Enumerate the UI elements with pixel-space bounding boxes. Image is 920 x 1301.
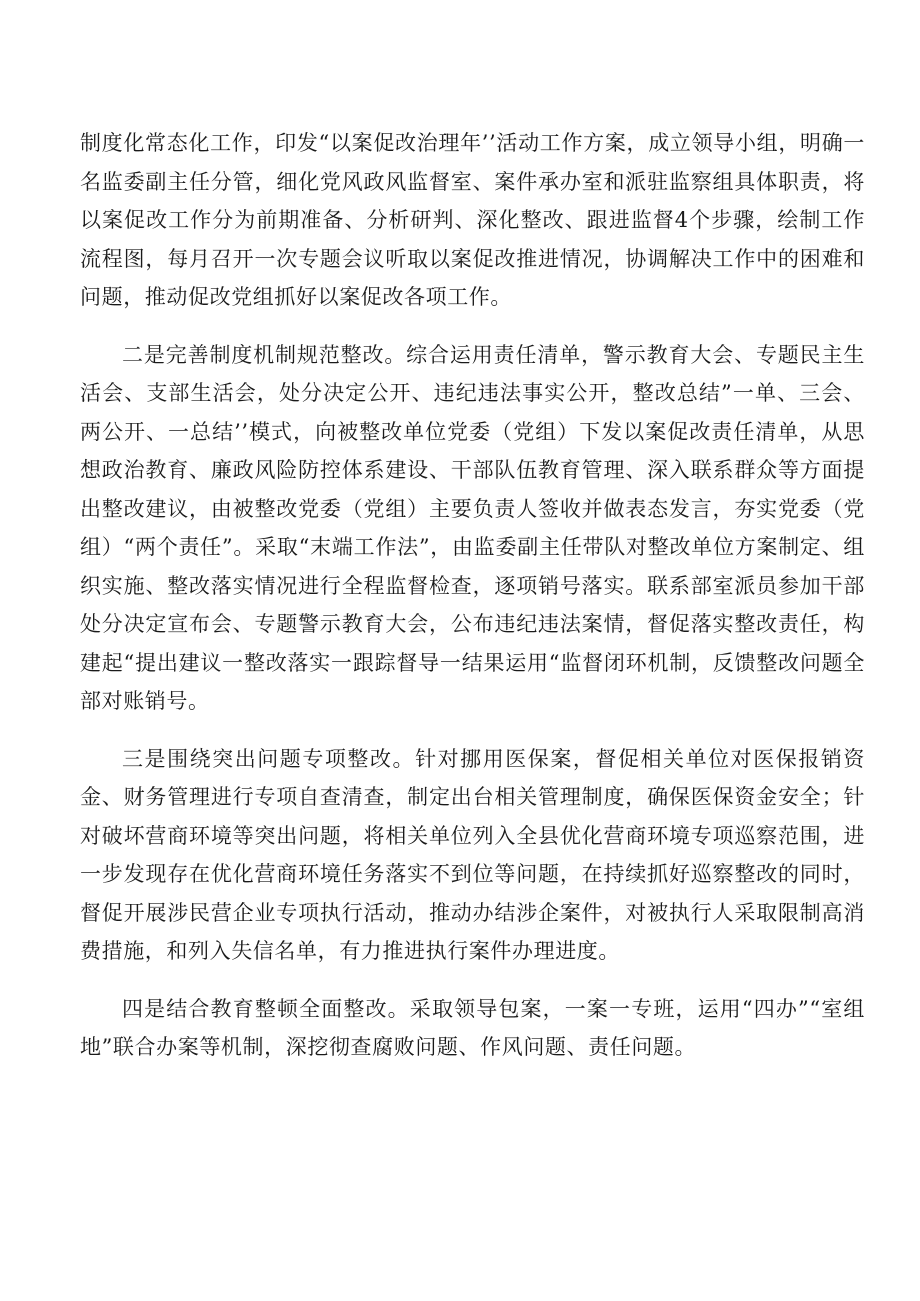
paragraph-second-measure: 二是完善制度机制规范整改。综合运用责任清单，警示教育大会、专题民主生活会、支部生活会，处分决定公开、违纪违法事实公开，整改总结”一单、三会、两公开、一总结’’模式，向被整改单位党委（党组）下发以案促改责任清单，从思想政治教育、廉政风险防控体系建设、干部队伍教育管理、深入联系群众等方面提出整改建议，由被整改党委（党组）主要负责人签收并做表态发言，夯实党委（党组）“两个责任”。采取“末端工作法”，由监委副主任带队对整改单位方案制定、组织实施、整改落实情况进行全程监督检查，逐项销号落实。联系部室派员参加干部处分决定宣布会、专题警示教育大会，公布违纪违法案情，督促落实整改责任，构建起“提出建议一整改落实一跟踪督导一结果运用“监督闭环机制，反馈整改问题全部对账销号。	[80, 342, 865, 713]
document-body	[80, 124, 865, 1086]
paragraph-continued: 制度化常态化工作，印发“以案促改治理年’’活动工作方案，成立领导小组，明确一名监委副主任分管，细化党风政风监督室、案件承办室和派驻监察组具体职责，将以案促改工作分为前期准备、分析研判、深化整改、跟进监督4个步骤，绘制工作流程图，每月召开一次专题会议听取以案促改推进情况，协调解决工作中的困难和问题，推动促改党组抓好以案促改各项工作。	[80, 131, 865, 309]
paragraph-fourth-measure: 四是结合教育整顿全面整改。采取领导包案，一案一专班，运用“四办”“室组地”联合办案等机制，深挖彻查腐败问题、作风问题、责任问题。	[80, 996, 865, 1059]
paragraph-third-measure: 三是围绕突出问题专项整改。针对挪用医保案，督促相关单位对医保报销资金、财务管理进行专项自查清查，制定出台相关管理制度，确保医保资金安全；针对破坏营商环境等突出问题，将相关单位列入全县优化营商环境专项巡察范围，进一步发现存在优化营商环境任务落实不到位等问题，在持续抓好巡察整改的同时，督促开展涉民营企业专项执行活动，推动办结涉企案件，对被执行人采取限制高消费措施，和列入失信名单，有力推进执行案件办理进度。	[80, 746, 865, 963]
